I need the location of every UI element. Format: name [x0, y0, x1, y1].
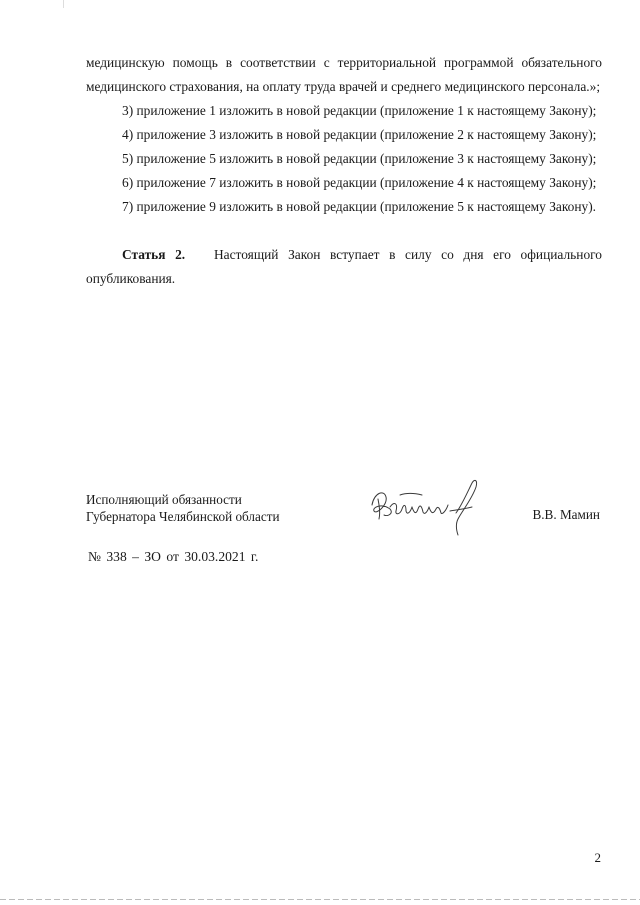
document-body [86, 51, 602, 291]
scan-artifact [63, 0, 64, 8]
signatory-title [86, 491, 280, 525]
spacer [86, 219, 602, 243]
list-item: 6) приложение 7 изложить в новой редакции (приложение 4 к настоящему Закону); [122, 175, 597, 190]
list-item: 3) приложение 1 изложить в новой редакции (приложение 1 к настоящему Закону); [122, 103, 597, 118]
list-item: 7) приложение 9 изложить в новой редакции (приложение 5 к настоящему Закону). [122, 199, 597, 214]
signatory-title-line-2: Губернатора Челябинской области [86, 509, 280, 524]
signature-block [86, 491, 602, 551]
list-item: 4) приложение 3 изложить в новой редакции (приложение 2 к настоящему Закону); [122, 127, 597, 142]
page-number: 2 [594, 850, 601, 865]
article-2-heading: Статья 2. [122, 247, 186, 262]
article-2 [86, 243, 602, 291]
handwritten-signature [366, 475, 486, 547]
list-item: 5) приложение 5 изложить в новой редакции (приложение 3 к настоящему Закону); [122, 151, 597, 166]
article-2-text: Настоящий Закон вступает в силу со дня его официального опубликования. [86, 247, 602, 286]
signatory-title-line-1: Исполняющий обязанности [86, 492, 242, 507]
scan-edge-line [0, 899, 640, 900]
signatory-name: В.В. Мамин [532, 507, 600, 522]
law-number: № 338 – ЗО от 30.03.2021 г. [88, 549, 259, 564]
paragraph-continuation: медицинскую помощь в соответствии с территориальной программой обязательного медицинского страхования, на оплату труда врачей и среднего медицинского персонала.»; [86, 55, 602, 94]
